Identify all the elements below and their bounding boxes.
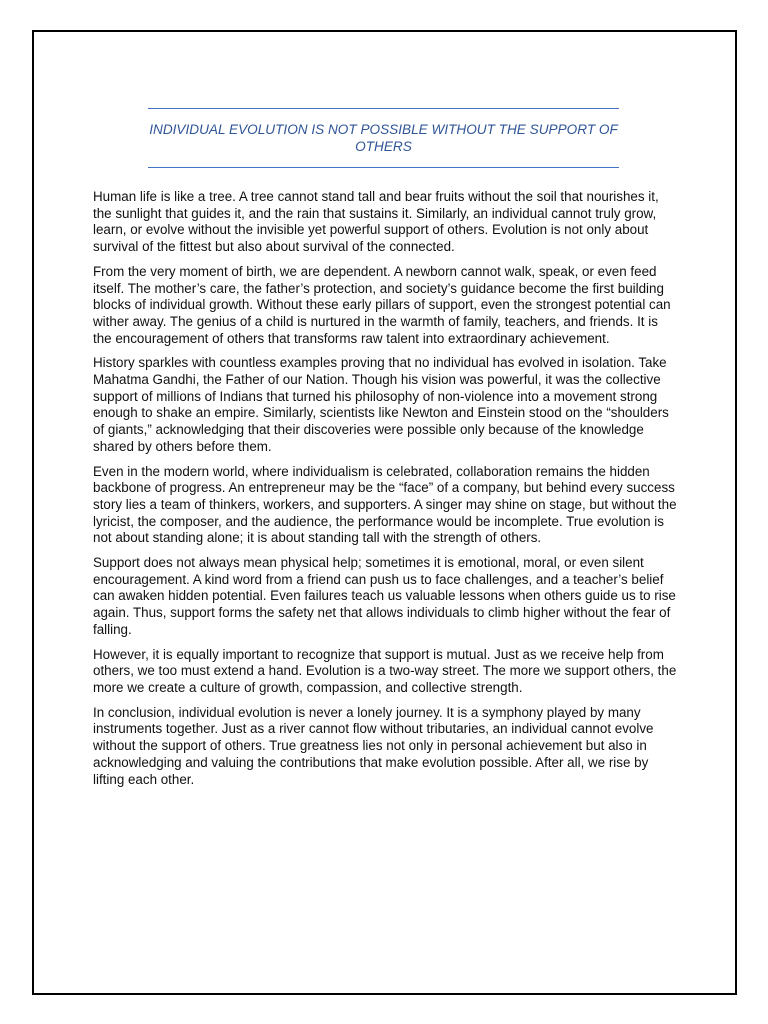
paragraph-6: However, it is equally important to recognize that support is mutual. Just as we receive help from others, we too must extend a hand. Evolution is a two-way street. The more we support others, the more we create a culture of growth, compassion, and collective strength. bbox=[93, 646, 677, 695]
title-block bbox=[148, 108, 619, 168]
essay-body bbox=[93, 189, 679, 796]
paragraph-7: In conclusion, individual evolution is never a lonely journey. It is a symphony played by many instruments together. Just as a river cannot flow without tributaries, an individual cannot evolve without the support of others. True greatness lies not only in personal achievement but also in acknowledging and valuing the contributions that make evolution possible. After all, we rise by lifting each other. bbox=[93, 704, 654, 787]
document-title: INDIVIDUAL EVOLUTION IS NOT POSSIBLE WITHOUT THE SUPPORT OF OTHERS bbox=[149, 122, 618, 154]
paragraph-1: Human life is like a tree. A tree cannot stand tall and bear fruits without the soil that nourishes it, the sunlight that guides it, and the rain that sustains it. Similarly, an individual cannot truly grow, learn, or evolve without the invisible yet powerful support of others. Evolution is not only about survival of the fittest but also about survival of the connected. bbox=[93, 189, 659, 255]
paragraph-3: History sparkles with countless examples proving that no individual has evolved in isolation. Take Mahatma Gandhi, the Father of our Nation. Though his vision was powerful, it was the collective support of millions of Indians that turned his philosophy of non-violence into a movement strong enough to shake an empire. Similarly, scientists like Newton and Einstein stood on the “shoulders of giants,” acknowledging that their discoveries were possible only because of the knowledge shared by others before them. bbox=[93, 355, 669, 454]
paragraph-4: Even in the modern world, where individualism is celebrated, collaboration remains the hidden backbone of progress. An entrepreneur may be the “face” of a company, but behind every success story lies a team of thinkers, workers, and supporters. A singer may shine on stage, but without the lyricist, the composer, and the audience, the performance would be incomplete. True evolution is not about standing alone; it is about standing tall with the strength of others. bbox=[93, 463, 677, 546]
paragraph-5: Support does not always mean physical help; sometimes it is emotional, moral, or even silent encouragement. A kind word from a friend can push us to face challenges, and a teacher’s belief can awaken hidden potential. Even failures teach us valuable lessons when others guide us to rise again. Thus, support forms the safety net that allows individuals to climb higher without the fear of falling. bbox=[93, 555, 676, 637]
paragraph-2: From the very moment of birth, we are dependent. A newborn cannot walk, speak, or even feed itself. The mother’s care, the father’s protection, and society’s guidance become the first building blocks of individual growth. Without these early pillars of support, even the strongest potential can wither away. The genius of a child is nurtured in the warmth of family, teachers, and friends. It is the encouragement of others that transforms raw talent into extraordinary achievement. bbox=[93, 263, 671, 346]
